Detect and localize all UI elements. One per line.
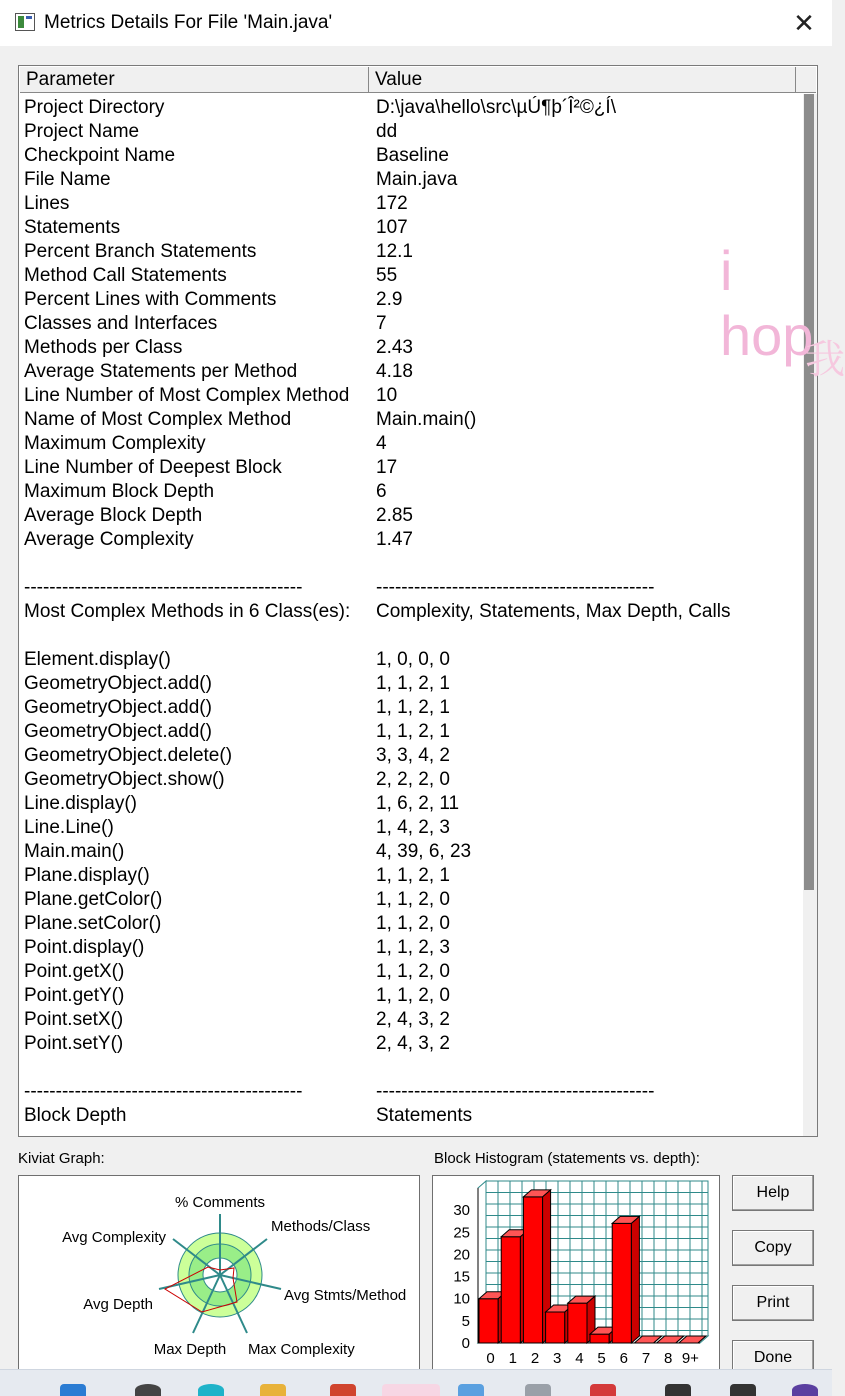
parameter-cell: Point.setX() <box>24 1009 124 1030</box>
table-row[interactable] <box>24 864 794 888</box>
table-row[interactable] <box>24 912 794 936</box>
parameter-cell: Line.Line() <box>24 817 114 838</box>
table-row[interactable] <box>24 144 794 168</box>
value-cell: -------------------------------------------- <box>376 1081 655 1102</box>
value-cell: 1, 0, 0, 0 <box>376 649 450 670</box>
histogram-x-tick-label: 8 <box>664 1350 673 1367</box>
parameter-cell: Line.display() <box>24 793 137 814</box>
table-row[interactable] <box>24 1080 794 1104</box>
app-icon-red2[interactable] <box>590 1384 616 1396</box>
parameter-cell: Element.display() <box>24 649 171 670</box>
parameter-cell: GeometryObject.delete() <box>24 745 233 766</box>
histogram-x-tick-label: 6 <box>619 1350 628 1367</box>
kiviat-axis-label: Methods/Class <box>271 1218 371 1235</box>
parameter-cell: Block Depth <box>24 1105 127 1126</box>
value-cell: 1, 1, 2, 0 <box>376 985 450 1006</box>
parameter-cell: Maximum Complexity <box>24 433 206 454</box>
table-row[interactable] <box>24 384 794 408</box>
histogram-bar <box>501 1237 520 1343</box>
value-cell: 1, 1, 2, 1 <box>376 721 450 742</box>
histogram-y-tick-label: 5 <box>461 1312 470 1330</box>
parameter-cell: Plane.getColor() <box>24 889 163 910</box>
table-row[interactable] <box>24 120 794 144</box>
parameter-cell: Most Complex Methods in 6 Class(es): <box>24 601 351 622</box>
histogram-x-tick-label: 1 <box>508 1350 517 1367</box>
value-cell: 1, 1, 2, 0 <box>376 889 450 910</box>
column-header-value[interactable]: Value <box>369 67 796 93</box>
parameter-cell: Project Name <box>24 121 140 142</box>
table-row[interactable] <box>24 792 794 816</box>
table-row[interactable] <box>24 672 794 696</box>
kiviat-axis-label: % Comments <box>174 1194 266 1211</box>
table-row[interactable] <box>24 768 794 792</box>
print-button[interactable]: Print <box>732 1285 814 1321</box>
table-row[interactable] <box>24 192 794 216</box>
help-button[interactable]: Help <box>732 1175 814 1211</box>
table-row[interactable] <box>24 240 794 264</box>
title-bar <box>0 0 832 46</box>
table-row[interactable] <box>24 600 794 624</box>
table-row[interactable] <box>24 936 794 960</box>
parameter-cell: Main.main() <box>24 841 125 862</box>
value-cell: 10 <box>376 385 398 406</box>
histogram-label: Block Histogram (statements vs. depth): <box>434 1150 700 1167</box>
value-cell: 1, 1, 2, 3 <box>376 937 450 958</box>
parameter-cell: Method Call Statements <box>24 265 227 286</box>
column-header-parameter[interactable]: Parameter <box>20 67 369 93</box>
value-cell: 4, 39, 6, 23 <box>376 841 472 862</box>
column-header-filler <box>796 67 816 93</box>
histogram-y-tick-label: 30 <box>453 1202 470 1220</box>
search-icon[interactable] <box>135 1384 161 1396</box>
value-cell: 55 <box>376 265 398 286</box>
histogram-x-tick-label: 9+ <box>681 1350 699 1367</box>
table-row[interactable] <box>24 552 794 576</box>
value-cell: 1, 1, 2, 1 <box>376 865 450 886</box>
value-cell: 12.1 <box>376 241 413 262</box>
value-cell: 2, 4, 3, 2 <box>376 1009 450 1030</box>
table-row[interactable] <box>24 480 794 504</box>
overlay-watermark: i hop <box>720 239 814 367</box>
block-histogram <box>432 1175 720 1370</box>
table-row[interactable] <box>24 168 794 192</box>
value-cell: dd <box>376 121 398 142</box>
parameter-cell: Lines <box>24 193 70 214</box>
metrics-table[interactable] <box>18 65 818 1137</box>
value-cell: Main.java <box>376 169 458 190</box>
app-icon-blue[interactable] <box>458 1384 484 1396</box>
value-cell: 107 <box>376 217 408 238</box>
histogram-x-tick-label: 3 <box>553 1350 562 1367</box>
parameter-cell: -------------------------------------------- <box>24 577 303 598</box>
kiviat-axis-label: Avg Complexity <box>62 1229 166 1246</box>
value-cell: 2.43 <box>376 337 413 358</box>
table-row[interactable] <box>24 264 794 288</box>
app-icon-purple[interactable] <box>792 1384 818 1396</box>
table-row[interactable] <box>24 648 794 672</box>
table-row[interactable] <box>24 888 794 912</box>
table-row[interactable] <box>24 984 794 1008</box>
parameter-cell: Plane.display() <box>24 865 150 886</box>
value-cell: 2.85 <box>376 505 413 526</box>
parameter-cell: -------------------------------------------- <box>24 1081 303 1102</box>
histogram-svg <box>433 1176 721 1371</box>
table-row[interactable] <box>24 696 794 720</box>
table-row[interactable] <box>24 528 794 552</box>
kiviat-graph <box>18 1175 420 1370</box>
value-cell: 6 <box>376 481 387 502</box>
value-cell: -------------------------------------------- <box>376 577 655 598</box>
table-row[interactable] <box>24 408 794 432</box>
value-cell: 4 <box>376 433 387 454</box>
parameter-cell: File Name <box>24 169 111 190</box>
parameter-cell: Average Statements per Method <box>24 361 298 382</box>
value-cell: 3, 3, 4, 2 <box>376 745 450 766</box>
table-row[interactable] <box>24 1032 794 1056</box>
close-icon: ✕ <box>793 8 815 38</box>
histogram-y-tick-label: 25 <box>453 1224 470 1242</box>
parameter-cell: GeometryObject.add() <box>24 673 212 694</box>
table-row[interactable] <box>24 360 794 384</box>
parameter-cell: Checkpoint Name <box>24 145 176 166</box>
histogram-y-tick-label: 15 <box>453 1268 470 1286</box>
app-icon-dark2[interactable] <box>730 1384 756 1396</box>
parameter-cell: Point.getY() <box>24 985 125 1006</box>
value-cell: 1, 6, 2, 11 <box>376 793 460 814</box>
value-cell: 1, 4, 2, 3 <box>376 817 450 838</box>
app-icon-gray[interactable] <box>525 1384 551 1396</box>
histogram-bar <box>612 1223 631 1343</box>
table-row[interactable] <box>24 576 794 600</box>
parameter-cell: Average Block Depth <box>24 505 203 526</box>
parameter-cell: Classes and Interfaces <box>24 313 218 334</box>
kiviat-axis-label: Avg Stmts/Method <box>284 1287 407 1304</box>
histogram-y-tick-label: 0 <box>461 1335 470 1352</box>
parameter-cell: GeometryObject.add() <box>24 697 212 718</box>
parameter-cell: Project Directory <box>24 97 165 118</box>
table-row[interactable] <box>24 456 794 480</box>
app-icon <box>15 13 35 31</box>
value-cell: 1.47 <box>376 529 413 550</box>
table-row[interactable] <box>24 720 794 744</box>
parameter-cell: Percent Branch Statements <box>24 241 257 262</box>
histogram-y-tick-label: 20 <box>453 1246 470 1264</box>
value-cell: 2, 2, 2, 0 <box>376 769 450 790</box>
taskbar <box>0 1369 832 1396</box>
histogram-x-tick-label: 7 <box>641 1350 651 1367</box>
table-row[interactable] <box>24 960 794 984</box>
scrollbar-thumb[interactable] <box>804 94 814 890</box>
histogram-bar-side <box>631 1216 639 1343</box>
app-icon-dark[interactable] <box>665 1384 691 1396</box>
parameter-cell: Point.getX() <box>24 961 125 982</box>
value-cell: 1, 1, 2, 1 <box>376 697 450 718</box>
close-button[interactable] <box>786 6 822 40</box>
histogram-bar <box>523 1197 542 1343</box>
value-cell: 1, 1, 2, 0 <box>376 913 450 934</box>
table-row[interactable] <box>24 96 794 120</box>
histogram-x-tick-label: 0 <box>486 1350 495 1367</box>
copy-button[interactable]: Copy <box>732 1230 814 1266</box>
value-cell: Statements <box>376 1105 473 1126</box>
start-icon[interactable] <box>60 1384 86 1396</box>
table-row[interactable] <box>24 288 794 312</box>
kiviat-axis-label: Avg Depth <box>83 1296 153 1313</box>
value-cell: Main.main() <box>376 409 477 430</box>
table-row[interactable] <box>24 744 794 768</box>
parameter-cell: Average Complexity <box>24 529 194 550</box>
value-cell: 17 <box>376 457 398 478</box>
kiviat-axis-label: Max Depth <box>153 1341 227 1358</box>
histogram-bar <box>479 1299 498 1343</box>
folder-icon[interactable] <box>260 1384 286 1396</box>
histogram-x-tick-label: 2 <box>530 1350 540 1367</box>
parameter-cell: Maximum Block Depth <box>24 481 215 502</box>
parameter-cell: Methods per Class <box>24 337 183 358</box>
overlay-watermark-glyph: 我 <box>805 338 845 382</box>
value-cell: 2, 4, 3, 2 <box>376 1033 450 1054</box>
parameter-cell: Point.display() <box>24 937 145 958</box>
parameter-cell: GeometryObject.show() <box>24 769 225 790</box>
parameter-cell: Plane.setColor() <box>24 913 162 934</box>
value-cell: D:\java\hello\src\µÚ¶þ´Î²©¿Í\ <box>376 97 616 118</box>
histogram-bar <box>546 1312 565 1343</box>
kiviat-axis-label: Max Complexity <box>248 1341 355 1358</box>
value-cell: 1, 1, 2, 1 <box>376 673 450 694</box>
table-row[interactable] <box>24 1056 794 1080</box>
parameter-cell: Line Number of Most Complex Method <box>24 385 350 406</box>
app-icon-active[interactable] <box>382 1384 440 1396</box>
table-row[interactable] <box>24 624 794 648</box>
table-row[interactable] <box>24 432 794 456</box>
kiviat-svg <box>19 1176 421 1371</box>
kiviat-label: Kiviat Graph: <box>18 1150 105 1167</box>
table-row[interactable] <box>24 1008 794 1032</box>
histogram-x-tick-label: 5 <box>597 1350 606 1367</box>
histogram-x-tick-label: 4 <box>575 1350 584 1367</box>
table-row[interactable] <box>24 336 794 360</box>
parameter-cell: Percent Lines with Comments <box>24 289 277 310</box>
histogram-bar <box>568 1303 587 1343</box>
app-icon-red[interactable] <box>330 1384 356 1396</box>
table-row[interactable] <box>24 312 794 336</box>
value-cell: 1, 1, 2, 0 <box>376 961 450 982</box>
table-header <box>20 67 816 93</box>
parameter-cell: Point.setY() <box>24 1033 124 1054</box>
value-cell: Complexity, Statements, Max Depth, Calls <box>376 601 731 622</box>
value-cell: 2.9 <box>376 289 403 310</box>
table-row[interactable] <box>24 504 794 528</box>
table-row[interactable] <box>24 216 794 240</box>
window-title: Metrics Details For File 'Main.java' <box>44 12 333 33</box>
parameter-cell: Statements <box>24 217 121 238</box>
table-row[interactable] <box>24 816 794 840</box>
table-row[interactable] <box>24 840 794 864</box>
parameter-cell: Name of Most Complex Method <box>24 409 292 430</box>
histogram-y-tick-label: 10 <box>453 1290 470 1308</box>
edge-icon[interactable] <box>198 1384 224 1396</box>
table-row[interactable] <box>24 1104 794 1128</box>
value-cell: 172 <box>376 193 408 214</box>
parameter-cell: Line Number of Deepest Block <box>24 457 282 478</box>
value-cell: 4.18 <box>376 361 413 382</box>
value-cell: 7 <box>376 313 387 334</box>
value-cell: Baseline <box>376 145 449 166</box>
parameter-cell: GeometryObject.add() <box>24 721 212 742</box>
table-rows <box>24 96 794 1128</box>
done-button[interactable]: Done <box>732 1340 814 1376</box>
histogram-bar <box>590 1334 609 1343</box>
